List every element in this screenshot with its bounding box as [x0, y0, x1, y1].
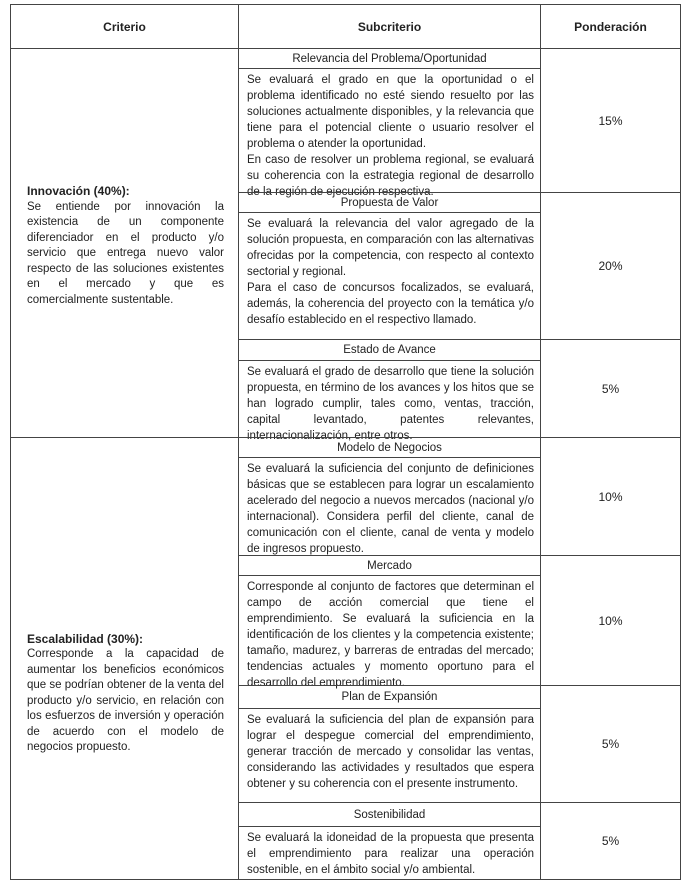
- subcriterion-title: Modelo de Negocios: [238, 437, 541, 458]
- subcriterion-title: Mercado: [238, 555, 541, 576]
- weight-cell: 20%: [540, 192, 681, 340]
- subcriterion-text: Corresponde al conjunto de factores que determinan el campo de acción comercial que tiene el emprendimiento. Se evaluará la suficiencia en la identificación de los clientes y la competencia existente; tamaño, madurez, y barreras de entradas del mercado; tendencias actuales y momento oportuno para el desarrollo del emprendimiento.: [247, 581, 534, 689]
- weight-cell: 5%: [540, 802, 681, 880]
- criterion-name: Innovación (40%):: [27, 184, 130, 198]
- criterion-description: Corresponde a la capacidad de aumentar los beneficios económicos que se podrían obtener de la venta del producto y/o servicio, en relación con los esfuerzos de inversión y operación de acuerdo con el modelo de negocios propuesto.: [27, 648, 224, 753]
- subcriterion-text: Se evaluará el grado de desarrollo que tiene la solución propuesta, en término de los avances y los hitos que se han logrado cumplir, tales como, ventas, tracción, capital levantado, patentes relevantes, internacionalización, entre otros.: [247, 366, 534, 442]
- subcriterion-text: Se evaluará la suficiencia del plan de expansión para lograr el despegue comercial del emprendimiento, generar tracción de mercado y consolidar las ventas, considerando las actividades y resultados que espera obtener y su coherencia con el presente instrumento.: [247, 714, 534, 790]
- subcriterion-body: [238, 708, 541, 803]
- subcriterion-body: [238, 826, 541, 880]
- header-criterio: Criterio: [10, 4, 239, 49]
- weight-cell: 5%: [540, 339, 681, 438]
- subcriterion-text-2: Para el caso de concursos focalizados, se evaluará, además, la coherencia del proyecto con la temática y/o desafío establecido en el respectivo llamado.: [247, 282, 534, 326]
- header-subcriterio: Subcriterio: [238, 4, 541, 49]
- subcriterion-text: Se evaluará la idoneidad de la propuesta que presenta el emprendimiento para realizar una operación sostenible, en el ámbito social y/o ambiental.: [247, 832, 534, 876]
- weight-cell: 10%: [540, 555, 681, 686]
- subcriterion-body: [238, 575, 541, 689]
- criterion-innovacion: [10, 48, 239, 438]
- subcriterion-title: Plan de Expansión: [238, 685, 541, 709]
- weight-cell: 15%: [540, 48, 681, 193]
- subcriterion-text: Se evaluará la relevancia del valor agregado de la solución propuesta, en comparación con las alternativas ofrecidas por la competencia, con respecto al contexto sectorial y regional.: [247, 218, 534, 278]
- subcriterion-text: Se evaluará la suficiencia del conjunto de definiciones básicas que se establecen para lograr un escalamiento acelerado del negocio a nuevos mercados (nacional y/o internacional). Considera perfil del cliente, canal de comunicación con el cliente, canal de venta y modelo de ingresos propuesto.: [247, 463, 534, 555]
- weight-cell: 5%: [540, 685, 681, 803]
- subcriterion-body: [238, 360, 541, 442]
- subcriterion-text: Se evaluará el grado en que la oportunidad o el problema identificado no esté siendo resuelto por las soluciones actualmente disponibles, y la relevancia que tiene para el potencial cliente o usuario resolver el problema o atender la oportunidad.: [247, 74, 534, 150]
- subcriterion-text-2: En caso de resolver un problema regional, se evaluará su coherencia con la estrategia regional de desarrollo de la región de ejecución respectiva.: [247, 154, 534, 198]
- subcriterion-title: Sostenibilidad: [238, 802, 541, 827]
- criterion-name: Escalabilidad (30%):: [27, 631, 144, 646]
- criterion-description: Se entiende por innovación la existencia de un componente diferenciador en el producto y/o servicio que entrega nuevo valor respecto de las soluciones existentes en el mercado y que es comercialmente sustentable.: [27, 200, 224, 306]
- subcriterion-title: Relevancia del Problema/Oportunidad: [238, 48, 541, 69]
- weight-cell: 10%: [540, 437, 681, 556]
- subcriterion-body: [238, 457, 541, 556]
- subcriterion-body: [238, 68, 541, 198]
- subcriterion-title: Estado de Avance: [238, 339, 541, 361]
- criterion-escalabilidad: [10, 437, 239, 880]
- header-ponderacion: Ponderación: [540, 4, 681, 49]
- subcriterion-body: [238, 212, 541, 340]
- subcriterion-title: Propuesta de Valor: [238, 192, 541, 213]
